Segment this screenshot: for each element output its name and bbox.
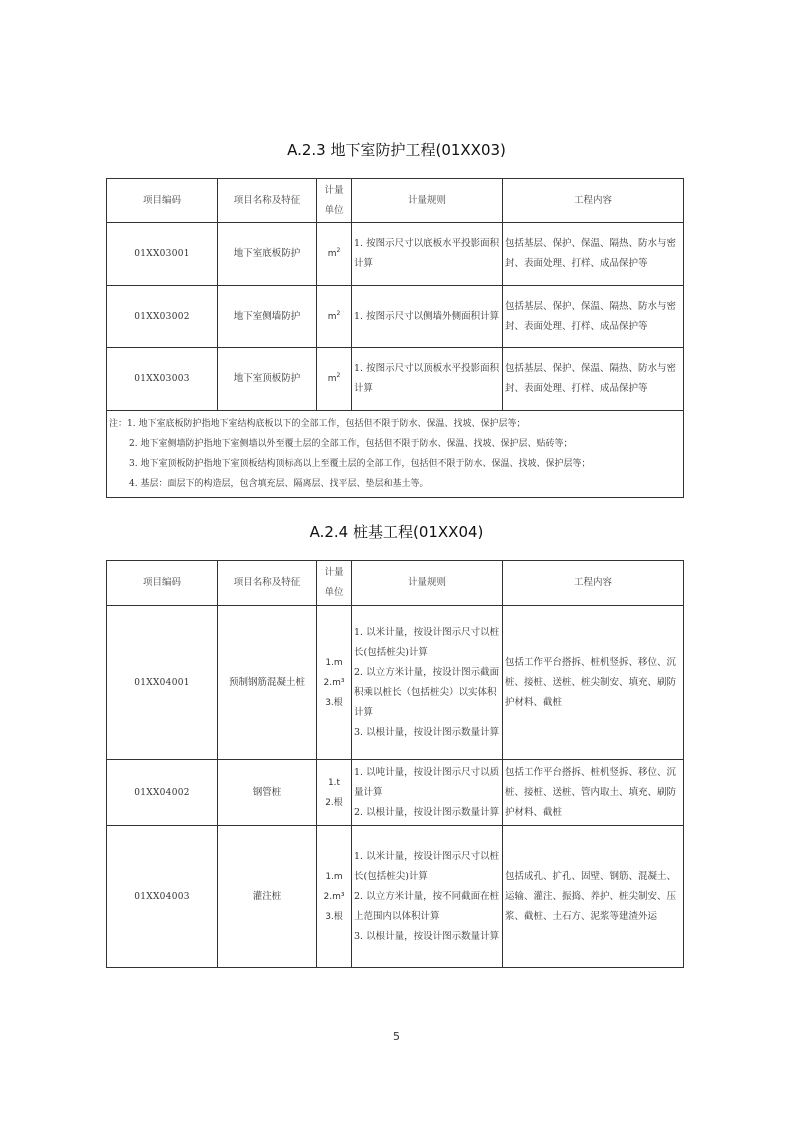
item-unit	[317, 760, 352, 826]
header-unit-line2: 单位	[324, 587, 344, 598]
unit-line: 3.根	[325, 697, 343, 708]
notes-row	[107, 411, 684, 498]
note-line: 3. 地下室顶板防护指地下室顶板结构顶标高以上至覆土层的全部工作，包括但不限于防水、保温、找坡、保护层等；	[129, 459, 591, 469]
section-title-basement-protection: A.2.3 地下室防护工程(01XX03)	[287, 141, 506, 159]
note-line: 4. 基层：面层下的构造层，包含填充层、隔离层、找平层、垫层和基土等。	[129, 479, 429, 489]
pile-foundation-table	[106, 560, 684, 968]
rule-line: 2. 以立方米计量，按设计图示截面积乘以桩长（包括桩尖）以实体积计算	[354, 666, 500, 718]
item-unit	[317, 826, 352, 968]
rule-line: 1. 以吨计量，按设计图示尺寸以质量计算	[354, 766, 500, 798]
table-header-row	[107, 179, 684, 223]
unit-exponent: 2	[336, 247, 341, 254]
item-name: 地下室底板防护	[218, 223, 317, 286]
unit-base: m	[327, 374, 337, 384]
item-unit	[317, 223, 352, 286]
item-content: 包括基层、保护、保温、隔热、防水与密封、表面处理、打样、成品保护等	[503, 223, 684, 286]
header-unit	[317, 561, 352, 606]
table-row	[107, 223, 684, 286]
unit-base: m	[327, 311, 337, 322]
unit-line: 3.根	[325, 911, 343, 922]
rule-line: 3. 以根计量，按设计图示数量计算	[354, 930, 500, 942]
note-line: 注：1. 地下室底板防护指地下室结构底板以下的全部工作，包括但不限于防水、保温、找坡、保护层等；	[109, 419, 526, 429]
item-content: 包括工作平台搭拆、桩机竖拆、移位、沉桩、接桩、送桩、桩尖制安、填充、刷防护材料、截桩	[503, 606, 684, 760]
item-name: 地下室侧墙防护	[218, 286, 317, 348]
unit-line: 2.m³	[323, 677, 345, 688]
header-code: 项目编码	[107, 179, 218, 223]
item-code: 01XX03001	[107, 223, 218, 286]
item-unit	[317, 348, 352, 411]
header-content: 工程内容	[503, 179, 684, 223]
unit-line: 2.根	[325, 797, 343, 808]
table-row	[107, 760, 684, 826]
item-rule: 1. 按图示尺寸以底板水平投影面积计算	[352, 223, 503, 286]
item-content: 包括基层、保护、保温、隔热、防水与密封、表面处理、打样、成品保护等	[503, 348, 684, 411]
section-title-pile-foundation: A.2.4 桩基工程(01XX04)	[309, 523, 484, 541]
item-code: 01XX04001	[107, 606, 218, 760]
basement-protection-table	[106, 178, 684, 498]
header-rule: 计量规则	[352, 561, 503, 606]
item-unit	[317, 286, 352, 348]
item-code: 01XX04003	[107, 826, 218, 968]
item-rule	[352, 606, 503, 760]
table-row	[107, 826, 684, 968]
rule-line: 2. 以立方米计量，按不同截面在桩上范围内以体积计算	[354, 890, 500, 922]
rule-line: 1. 以米计量，按设计图示尺寸以桩长(包括桩尖)计算	[354, 626, 500, 658]
rule-line: 2. 以根计量，按设计图示数量计算	[354, 806, 500, 818]
header-code: 项目编码	[107, 561, 218, 606]
note-line: 2. 地下室侧墙防护指地下室侧墙以外至覆土层的全部工作，包括但不限于防水、保温、找坡、保护层、贴砖等；	[129, 439, 573, 449]
unit-line: 1.m	[325, 871, 343, 882]
item-rule	[352, 826, 503, 968]
header-unit	[317, 179, 352, 223]
header-name: 项目名称及特征	[218, 179, 317, 223]
page-number: 5	[393, 1030, 400, 1043]
table-row	[107, 348, 684, 411]
unit-line: 2.m³	[323, 891, 345, 902]
item-name: 预制钢筋混凝土桩	[218, 606, 317, 760]
item-code: 01XX03003	[107, 348, 218, 411]
rule-line: 3. 以根计量，按设计图示数量计算	[354, 726, 500, 738]
item-content: 包括基层、保护、保温、隔热、防水与密封、表面处理、打样、成品保护等	[503, 286, 684, 348]
item-code: 01XX04002	[107, 760, 218, 826]
item-name: 灌注桩	[218, 826, 317, 968]
header-rule: 计量规则	[352, 179, 503, 223]
item-code: 01XX03002	[107, 286, 218, 348]
item-unit	[317, 606, 352, 760]
unit-line: 1.t	[327, 777, 341, 788]
item-rule: 1. 按图示尺寸以侧墙外侧面积计算	[352, 286, 503, 348]
table-row	[107, 286, 684, 348]
item-rule: 1. 按图示尺寸以顶板水平投影面积计算	[352, 348, 503, 411]
unit-exponent: 2	[336, 372, 341, 379]
unit-base: m	[327, 249, 337, 259]
item-content: 包括工作平台搭拆、桩机竖拆、移位、沉桩、接桩、送桩、管内取土、填充、刷防护材料、截桩	[503, 760, 684, 826]
header-unit-line1: 计量	[324, 567, 344, 578]
table-header-row	[107, 561, 684, 606]
header-unit-line1: 计量	[324, 184, 344, 196]
unit-exponent: 2	[336, 309, 341, 317]
item-name: 地下室顶板防护	[218, 348, 317, 411]
header-unit-line2: 单位	[324, 204, 344, 216]
table-row	[107, 606, 684, 760]
item-name: 钢管桩	[218, 760, 317, 826]
unit-line: 1.m	[325, 657, 343, 668]
notes-cell	[107, 411, 684, 498]
item-content: 包括成孔、扩孔、固壁、钢筋、混凝土、运输、灌注、振捣、养护、桩尖制安、压浆、截桩、土石方、泥浆等建渣外运	[503, 826, 684, 968]
header-name: 项目名称及特征	[218, 561, 317, 606]
header-content: 工程内容	[503, 561, 684, 606]
rule-line: 1. 以米计量，按设计图示尺寸以桩长(包括桩尖)计算	[354, 850, 500, 882]
item-rule	[352, 760, 503, 826]
